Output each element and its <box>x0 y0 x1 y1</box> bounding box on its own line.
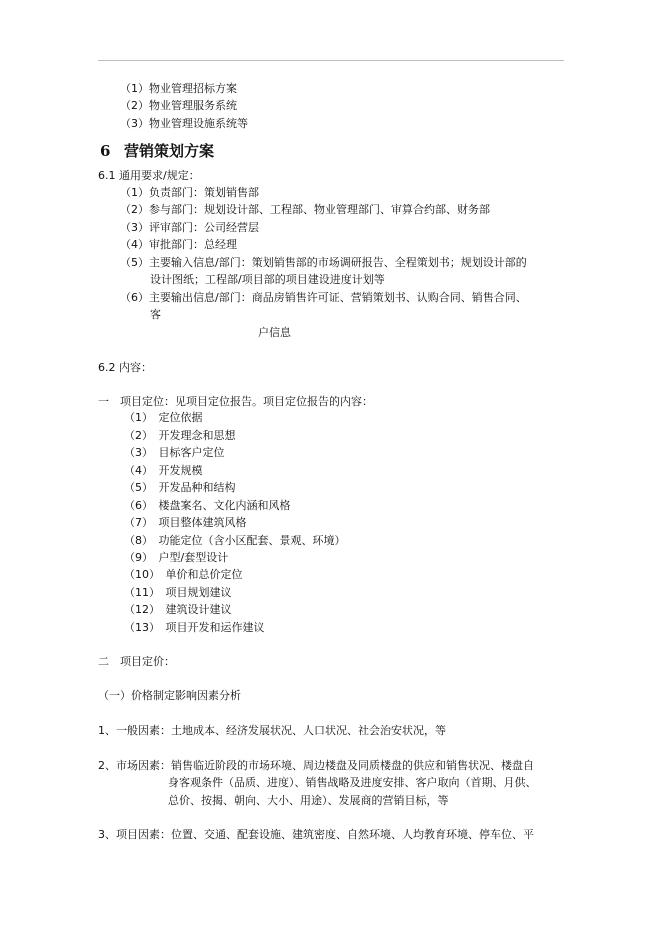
section-number: 6 <box>100 142 111 160</box>
factor-item: 2、市场因素：销售临近阶段的市场环境、周边楼盘及同质楼盘的供应和销售状况、楼盘自 <box>98 759 534 772</box>
requirement-item: （6）主要输出信息/部门：商品房销售许可证、营销策划书、认购合同、销售合同、 <box>120 291 527 304</box>
positioning-item: （6） 楼盘案名、文化内涵和风格 <box>124 499 291 512</box>
positioning-item: （11） 项目规划建议 <box>124 586 232 599</box>
intro-item: （1）物业管理招标方案 <box>120 82 237 95</box>
factor-item-cont: 身客观条件（品质、进度）、销售战略及进度安排、客户取向（首期、月供、 <box>168 776 537 789</box>
sub-part-heading: （一）价格制定影响因素分析 <box>98 689 241 702</box>
positioning-item: （9） 户型/套型设计 <box>124 551 229 564</box>
requirement-item: （3）评审部门：公司经营层 <box>120 221 259 234</box>
requirement-item: （4）审批部门：总经理 <box>120 238 237 251</box>
positioning-item: （2） 开发理念和思想 <box>124 429 236 442</box>
positioning-item: （12） 建筑设计建议 <box>124 603 232 616</box>
positioning-item: （4） 开发规模 <box>124 464 203 477</box>
factor-item: 3、项目因素：位置、交通、配套设施、建筑密度、自然环境、人均教育环境、停车位、平 <box>98 828 534 841</box>
positioning-item: （1） 定位依据 <box>124 411 203 424</box>
factor-item: 1、一般因素：土地成本、经济发展状况、人口状况、社会治安状况，等 <box>98 724 446 737</box>
positioning-item: （7） 项目整体建筑风格 <box>124 516 247 529</box>
positioning-item: （5） 开发品种和结构 <box>124 481 236 494</box>
requirement-item: （5）主要输入信息/部门：策划销售部的市场调研报告、全程策划书；规划设计部的 <box>120 256 527 269</box>
requirement-item: （2）参与部门：规划设计部、工程部、物业管理部门、审算合约部、财务部 <box>120 203 490 216</box>
requirement-item: （1）负责部门：策划销售部 <box>120 186 259 199</box>
factor-item-cont: 总价、按揭、朝向、大小、用途）、发展商的营销目标，等 <box>168 794 449 807</box>
requirement-item-cont: 设计图纸；工程部/项目部的项目建设进度计划等 <box>150 273 385 286</box>
part-heading: 二 项目定价： <box>98 655 175 668</box>
subsection-heading: 6.2 内容： <box>98 361 152 374</box>
requirement-item-cont: 户信息 <box>258 326 291 339</box>
positioning-item: （3） 目标客户定位 <box>124 446 225 459</box>
header-rule <box>98 60 564 61</box>
positioning-item: （10） 单价和总价定位 <box>124 568 243 581</box>
positioning-item: （8） 功能定位（含小区配套、景观、环境） <box>124 534 346 547</box>
positioning-item: （13） 项目开发和运作建议 <box>124 621 265 634</box>
subsection-heading: 6.1 通用要求/规定： <box>98 169 200 182</box>
intro-item: （2）物业管理服务系统 <box>120 99 237 112</box>
section-title: 营销策划方案 <box>124 142 215 160</box>
intro-item: （3）物业管理设施系统等 <box>120 117 248 130</box>
part-heading: 一 项目定位：见项目定位报告。项目定位报告的内容： <box>98 395 373 408</box>
requirement-item-cont: 客 <box>150 308 161 321</box>
